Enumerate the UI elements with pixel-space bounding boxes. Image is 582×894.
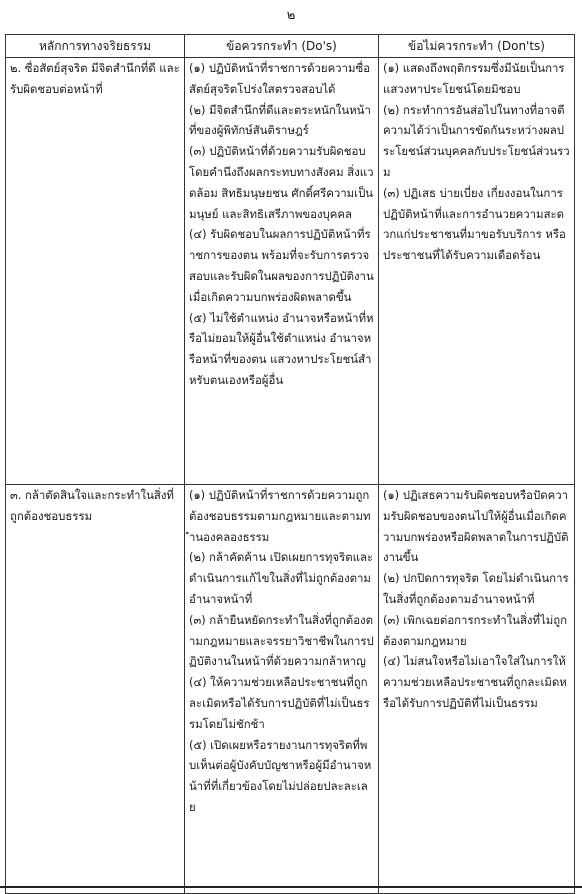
principle-cell: ๒. ซื่อสัตย์สุจริต มีจิตสำนึกที่ดี และรับผิดชอบต่อหน้าที่ — [6, 58, 185, 485]
principle-cell: ๓. กล้าตัดสินใจและกระทำในสิ่งที่ถูกต้องชอบธรรม — [6, 485, 185, 894]
header-row — [6, 35, 575, 58]
dos-cell — [185, 58, 379, 485]
donts-cell — [379, 58, 575, 485]
list-item: (๓) ปฏิเสธ บ่ายเบี่ยง เกี่ยงงอนในการปฏิบัติหน้าที่และการอำนวยความสะดวกแก่ประชาชนที่มาขอรับบริการ หรือประชาชนที่ได้รับความเดือดร้อน — [383, 185, 566, 263]
page-bottom-rule — [0, 886, 582, 888]
donts-cell — [379, 485, 575, 894]
list-item: (๕) เปิดเผยหรือรายงานการทุจริตที่พบเห็นต่อผู้บังคับบัญชาหรือผู้มีอำนาจหน้าที่ที่เกี่ยวข้องโดยไม่ปล่อยปละละเลย — [189, 737, 372, 814]
list-item: (๕) ไม่ใช้ตำแหน่ง อำนาจหรือหน้าที่หรือไม่ยอมให้ผู้อื่นใช้ตำแหน่ง อำนาจหรือหน้าที่ของตน แสวงหาประโยชน์สำหรับตนเองหรือผู้อื่น — [189, 310, 374, 387]
list-item: (๑) ปฏิเสธความรับผิดชอบหรือปัดความรับผิดชอบของตนไปให้ผู้อื่นเมื่อเกิดความบกพร่องหรือผิดพลาดในการปฏิบัติงานขึ้น — [383, 488, 569, 565]
ethics-table — [5, 34, 575, 894]
header-donts: ข้อไม่ควรกระทำ (Don'ts) — [379, 35, 575, 58]
list-item: (๓) เพิกเฉยต่อการกระทำในสิ่งที่ไม่ถูกต้องตามกฎหมาย — [383, 612, 568, 648]
list-item: (๑) ปฏิบัติหน้าที่ราชการด้วยความซื่อสัตย์สุจริตโปร่งใสตรวจสอบได้ — [189, 61, 371, 96]
list-item: (๓) ปฏิบัติหน้าที่ด้วยความรับผิดชอบ โดยคำนึงถึงผลกระทบทางสังคม สิ่งแวดล้อม สิทธิมนุษยชน ศักดิ์ศรีความเป็นมนุษย์ และสิทธิเสรีภาพของบุคคล — [189, 144, 374, 221]
list-item: (๒) ปกปิดการทุจริต โดยไม่ดำเนินการในสิ่งที่ถูกต้องตามอำนาจหน้าที่ — [383, 571, 569, 606]
list-item: (๒) กล้าคัดค้าน เปิดเผยการทุจริตและดำเนินการแก้ไขในสิ่งที่ไม่ถูกต้องตามอำนาจหน้าที่ — [189, 550, 374, 606]
list-item: (๔) ให้ความช่วยเหลือประชาชนที่ถูกละเมิดหรือได้รับการปฏิบัติที่ไม่เป็นธรรมโดยไม่ชักช้า — [189, 675, 370, 731]
list-item: (๔) ไม่สนใจหรือไม่เอาใจใส่ในการให้ความช่วยเหลือประชาชนที่ถูกละเมิดหรือได้รับการปฏิบัติที่ไม่เป็นธรรม — [383, 654, 567, 710]
list-item: (๑) แสดงถึงพฤติกรรมซึ่งมีนัยเป็นการแสวงหาประโยชน์โดยมิชอบ — [383, 61, 565, 96]
dos-cell — [185, 485, 379, 894]
list-item: (๓) กล้ายืนหยัดกระทำในสิ่งที่ถูกต้องตามกฎหมายและจรรยาวิชาชีพในการปฏิบัติงานในหน้าที่ด้วยความกล้าหาญ — [189, 612, 374, 669]
table-row — [6, 58, 575, 485]
header-dos: ข้อควรกระทำ (Do's) — [185, 35, 379, 58]
list-item: (๔) รับผิดชอบในผลการปฏิบัติหน้าที่ราชการของตน พร้อมที่จะรับการตรวจสอบและรับผิดในผลของการปฏิบัติงานเมื่อเกิดความบกพร่องผิดพลาดขึ้น — [189, 227, 374, 304]
list-item: (๑) ปฏิบัติหน้าที่ราชการด้วยความถูกต้องชอบธรรมตามกฎหมายและตามทำนองคลองธรรม — [189, 488, 371, 544]
header-principle: หลักการทางจริยธรรม — [6, 35, 185, 58]
table-row — [6, 485, 575, 894]
list-item: (๒) กระทำการอันส่อไปในทางที่อาจตีความได้ว่าเป็นการขัดกันระหว่างผลประโยชน์ส่วนบุคคลกับประโยชน์ส่วนรวม — [383, 102, 570, 179]
page-number: ๒ — [286, 8, 296, 23]
list-item: (๒) มีจิตสำนึกที่ดีและตระหนักในหน้าที่ของผู้พิทักษ์สันติราษฎร์ — [189, 102, 371, 138]
